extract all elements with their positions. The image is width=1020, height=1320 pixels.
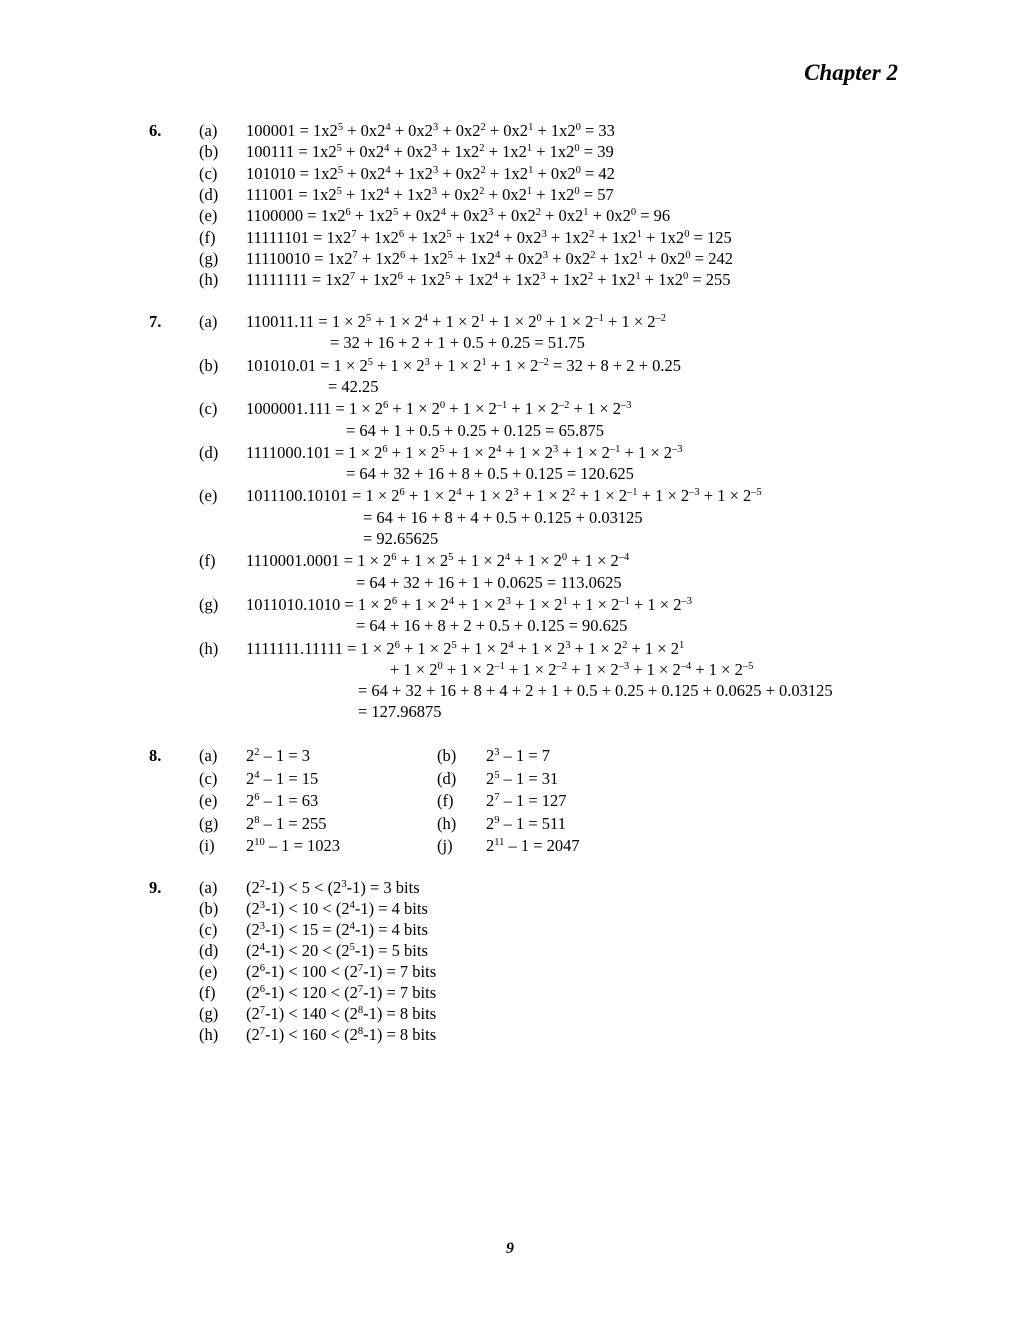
part-label: (g): [199, 813, 219, 833]
equation-text: $(2^3-1) < 10 < (2^4-1) = 4$ bits: [246, 899, 428, 918]
part-label: (e): [199, 486, 218, 506]
part-label: (h): [199, 638, 219, 658]
part-label: (f): [437, 791, 454, 810]
equation-text: = 64 + 32 + 16 + 8 + 0.5 + 0.125 = 120.625: [346, 464, 634, 484]
equation-text: $2^5 - 1 = 31$: [486, 768, 559, 788]
equation-text: $111001 = 1x2^5 + 1x2^4 + 1x2^3 + 0x2^2 + 0x2^1 + 1x2^0 = 57$: [246, 184, 614, 204]
part-label: (c): [199, 163, 218, 183]
part-label: (d): [199, 184, 219, 204]
equation-text: = 64 + 16 + 8 + 2 + 0.5 + 0.125 = 90.625: [356, 616, 628, 636]
equation-text: = 64 + 32 + 16 + 8 + 4 + 2 + 1 + 0.5 + 0.25 + 0.125 + 0.0625 + 0.03125: [358, 681, 833, 701]
page-number: 9: [506, 1240, 514, 1257]
equation-text: = 42.25: [328, 376, 379, 396]
equation-text: $11111111 = 1x2^7 + 1x2^6 + 1x2^5 + 1x2^4 + 1x2^3 + 1x2^2 + 1x2^1 + 1x2^0 = 255$: [246, 270, 731, 290]
part-label: (c): [199, 768, 218, 788]
equation-text: + $1 \times 2^0 + 1 \times 2^{-1} + 1 \times 2^{-2} + 1 \times 2^{-3} + 1 \times 2^{-4} + 1 \times 2^{-5}$: [390, 659, 754, 679]
equation-text: $11110010 = 1x2^7 + 1x2^6 + 1x2^5 + 1x2^4 + 0x2^3 + 0x2^2 + 1x2^1 + 0x2^0 = 242$: [246, 248, 733, 268]
equation-text: $1110001.0001 = 1 \times 2^6 + 1 \times 2^5 + 1 \times 2^4 + 1 \times 2^0 + 1 \times 2^{-4}$: [246, 551, 630, 571]
question-number: 8.: [149, 746, 162, 765]
equation-text: $2^3 - 1 = 7$: [486, 746, 551, 765]
part-label: (c): [199, 399, 218, 419]
equation-text: $100001 = 1x2^5 + 0x2^4 + 0x2^3 + 0x2^2 + 0x2^1 + 1x2^0 = 33$: [246, 121, 615, 140]
equation-text: $(2^3-1) < 15 = (2^4-1) = 4$ bits: [246, 920, 428, 939]
part-label: (g): [199, 248, 219, 268]
chapter-heading: Chapter 2: [804, 60, 898, 85]
equation-text: $11111101 = 1x2^7 + 1x2^6 + 1x2^5 + 1x2^4 + 0x2^3 + 1x2^2 + 1x2^1 + 1x2^0 = 125$: [246, 227, 732, 247]
equation-text: $(2^2-1) < 5 < (2^3-1) = 3$ bits: [246, 878, 420, 897]
equation-text: = 64 + 16 + 8 + 4 + 0.5 + 0.125 + 0.03125: [363, 507, 643, 527]
part-label: (h): [199, 270, 219, 290]
part-label: (f): [199, 227, 216, 247]
equation-text: $110011.11 = 1 \times 2^5 + 1 \times 2^4 + 1 \times 2^1 + 1 \times 2^0 + 1 \times 2^{-1} + 1 \times 2^{-2}$: [246, 312, 667, 331]
equation-text: $101010 = 1x2^5 + 0x2^4 + 1x2^3 + 0x2^2 + 1x2^1 + 0x2^0 = 42$: [246, 163, 615, 183]
part-label: (h): [437, 813, 457, 833]
equation-text: $(2^7-1) < 140 < (2^8-1) = 8$ bits: [246, 1004, 437, 1023]
part-label: (d): [199, 941, 219, 960]
part-label: (a): [199, 312, 218, 331]
equation-text: $2^2 - 1 = 3$: [246, 746, 311, 765]
part-label: (f): [199, 551, 216, 571]
equation-text: $1011010.1010 = 1 \times 2^6 + 1 \times 2^4 + 1 \times 2^3 + 1 \times 2^1 + 1 \times 2^{-1} + 1 \times 2^{-3}$: [246, 594, 692, 614]
equation-text: = 127.96875: [358, 702, 442, 722]
question-number: 9.: [149, 878, 162, 897]
equation-text: $2^{11} - 1 = 2047$: [486, 836, 580, 855]
part-label: (f): [199, 983, 216, 1002]
part-label: (a): [199, 878, 218, 897]
equation-text: $(2^7-1) < 160 < (2^8-1) = 8$ bits: [246, 1025, 437, 1044]
equation-text: $(2^4-1) < 20 < (2^5-1) = 5$ bits: [246, 941, 428, 960]
part-label: (c): [199, 920, 218, 939]
equation-text: $2^4 - 1 = 15$: [246, 768, 319, 788]
part-label: (b): [199, 355, 219, 375]
equation-text: = 64 + 32 + 16 + 1 + 0.0625 = 113.0625: [356, 572, 622, 592]
equation-text: = 92.65625: [363, 529, 439, 548]
question-number: 7.: [149, 312, 162, 331]
part-label: (e): [199, 791, 218, 810]
part-label: (b): [199, 142, 219, 162]
equation-text: $2^{10} - 1 = 1023$: [246, 836, 341, 855]
equation-text: $1011100.10101 = 1 \times 2^6 + 1 \times 2^4 + 1 \times 2^3 + 1 \times 2^2 + 1 \times 2^{-1} + 1 \times 2^{-3} + 1 \times 2^{-5}$: [246, 486, 762, 506]
equation-text: $2^8 - 1 = 255$: [246, 813, 327, 833]
equation-text: $101010.01 = 1 \times 2^5 + 1 \times 2^3 + 1 \times 2^1 + 1 \times 2^{-2} = 32 + 8 + 2 + 0.25$: [246, 355, 681, 375]
part-label: (g): [199, 1004, 219, 1023]
equation-text: $2^9 - 1 = 511$: [486, 813, 566, 833]
equation-text: $(2^6-1) < 100 < (2^7-1) = 7$ bits: [246, 962, 437, 981]
equation-text: $1111111.11111 = 1 \times 2^6 + 1 \times 2^5 + 1 \times 2^4 + 1 \times 2^3 + 1 \times 2^2 + 1 \times 2^1$: [246, 638, 685, 658]
part-label: (b): [199, 899, 219, 918]
part-label: (j): [437, 836, 453, 855]
question-number: 6.: [149, 121, 162, 140]
part-label: (d): [199, 442, 219, 462]
equation-text: = 64 + 1 + 0.5 + 0.25 + 0.125 = 65.875: [346, 420, 604, 440]
part-label: (b): [437, 746, 457, 765]
part-label: (d): [437, 768, 457, 788]
equation-text: = 32 + 16 + 2 + 1 + 0.5 + 0.25 = 51.75: [330, 333, 585, 353]
equation-text: $2^7 - 1 = 127$: [486, 791, 567, 810]
part-label: (a): [199, 746, 218, 765]
equation-text: $1111000.101 = 1 \times 2^6 + 1 \times 2^5 + 1 \times 2^4 + 1 \times 2^3 + 1 \times 2^{-1} + 1 \times 2^{-3}$: [246, 442, 683, 462]
equation-text: $1000001.111 = 1 \times 2^6 + 1 \times 2^0 + 1 \times 2^{-1} + 1 \times 2^{-2} + 1 \times 2^{-3}$: [246, 399, 632, 419]
part-label: (i): [199, 836, 215, 855]
part-label: (e): [199, 206, 218, 226]
equation-text: $(2^6-1) < 120 < (2^7-1) = 7$ bits: [246, 983, 437, 1002]
equation-text: $1100000 = 1x2^6 + 1x2^5 + 0x2^4 + 0x2^3 + 0x2^2 + 0x2^1 + 0x2^0 = 96$: [246, 206, 671, 226]
part-label: (a): [199, 121, 218, 140]
equation-text: $100111 = 1x2^5 + 0x2^4 + 0x2^3 + 1x2^2 + 1x2^1 + 1x2^0 = 39$: [246, 142, 614, 162]
part-label: (e): [199, 962, 218, 981]
equation-text: $2^6 - 1 = 63$: [246, 791, 319, 810]
part-label: (g): [199, 594, 219, 614]
part-label: (h): [199, 1025, 219, 1044]
